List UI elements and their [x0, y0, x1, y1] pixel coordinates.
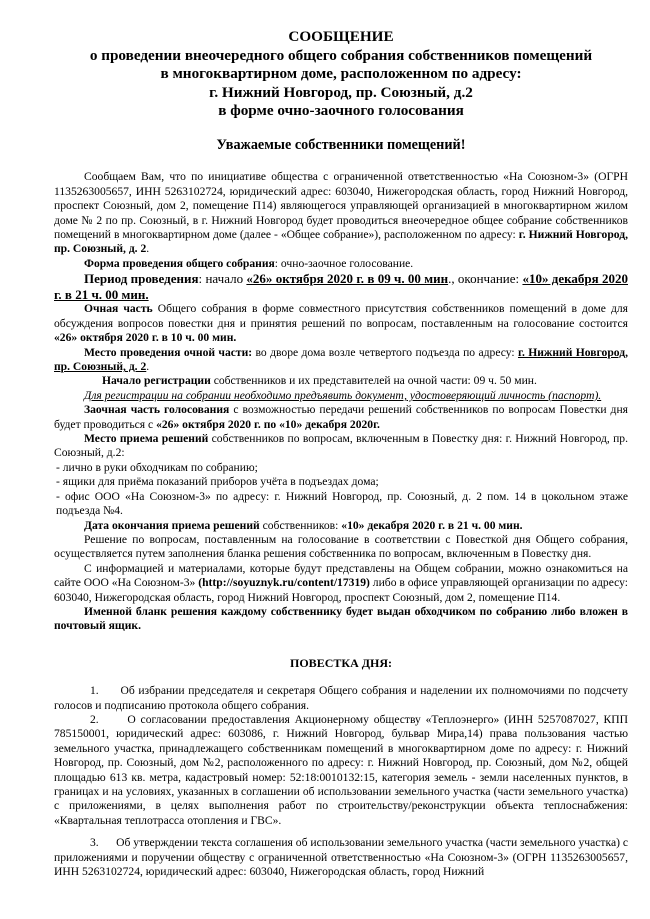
registration-note: Для регистрации на собрании необходимо предъявить документ, удостоверяющий личность (паспорт). — [84, 388, 602, 402]
reception-paragraph: Место приема решений собственников по вопросам, включенным в Повестку дня: г. Нижний Новгород, пр. Союзный, д.2: — [54, 432, 628, 460]
zaochnaya-paragraph: Заочная часть голосования с возможностью передачи решений собственников по вопросам Повестки дня будет проводиться с «26» октября 2020 г. по «10» декабря 2020г. — [54, 403, 628, 431]
intro-address: г. Нижний Новгород, пр. Союзный, д. 2 — [54, 228, 629, 256]
document-title: СООБЩЕНИЕ — [288, 28, 394, 45]
title-line-3: г. Нижний Новгород, пр. Союзный, д.2 — [209, 83, 473, 101]
title-line-4: в форме очно-заочного голосования — [218, 102, 464, 120]
greeting: Уважаемые собственники помещений! — [216, 136, 466, 153]
reception-item-2: - ящики для приёма показаний приборов учёта в подъездах дома; — [56, 475, 379, 489]
registration-paragraph: Начало регистрации собственников и их представителей на очной части: 09 ч. 50 мин. — [102, 374, 537, 388]
intro-paragraph: Сообщаем Вам, что по инициативе общества с ограниченной ответственностью «На Союзном-3» (ОГРН 1135263005657, ИНН 5263102724, юридический адрес: 603040, Нижегородская область, город Нижний Новгород, проспект Союзный, дом 2, помещение П14) являющегося управляющей организацией в многоквартирном жилом доме № 2 по пр. Союзный, в г. Нижний Новгород будет проводиться внеочередное общее собрание собственников помещений в многоквартирном доме (далее - «Общее собрание»), расположенном по адресу: г. Нижний Новгород, пр. Союзный, д. 2. — [54, 170, 629, 256]
place-address: г. Нижний Новгород, пр. Союзный, д. 2 — [54, 345, 628, 374]
agenda-item-3: 3. Об утверждении текста соглашения об использовании земельного участка (части земельного участка) с приложениями и поручении обществу с ограниченной ответственностью «На Союзном-3» (ОГРН 1135263005657, ИНН 5263102724, юридический адрес: 603040, Нижегородская область, город Нижний — [54, 836, 631, 879]
deadline-paragraph: Дата окончания приема решений собственников: «10» декабря 2020 г. в 21 ч. 00 мин. — [84, 518, 523, 532]
agenda-title: ПОВЕСТКА ДНЯ: — [290, 655, 392, 670]
blank-notice: Именной бланк решения каждому собственнику будет выдан обходчиком по собранию либо вложен в почтовый ящик. — [54, 604, 628, 633]
place-paragraph: Место проведения очной части: во дворе дома возле четвертого подъезда по адресу: г. Нижний Новгород, пр. Союзный, д. 2. — [54, 345, 628, 374]
reception-item-3: - офис ООО «На Союзном-3» по адресу: г. Нижний Новгород, пр. Союзный, д. 2 пом. 14 в цокольном этаже подъезда №4. — [56, 489, 628, 518]
period-start: «26» октября 2020 г. в 09 ч. 00 мин — [246, 271, 449, 287]
form-paragraph: Форма проведения общего собрания: очно-заочное голосование. — [84, 256, 414, 270]
reception-item-1: - лично в руки обходчикам по собранию; — [56, 460, 258, 474]
title-line-1: о проведении внеочередного общего собрания собственников помещений — [89, 46, 593, 64]
title-line-2: в многоквартирном доме, расположенном по адресу: — [160, 65, 522, 83]
info-paragraph: С информацией и материалами, которые будут представлены на Общем собрании, можно ознакомиться на сайте ООО «На Союзном-3» (http://soyuznyk.ru/content/17319) либо в офисе управляющей организации по адресу: 603040, Нижегородская область, город Нижний Новгород, проспект Союзный, дом 2, помещение П14. — [54, 561, 629, 604]
decisions-paragraph: Решение по вопросам, поставленным на голосование в соответствии с Повесткой дня Общего собрания, осуществляется путем заполнения бланка решения собственника по вопросам, включенным в Повестку дня. — [54, 532, 628, 561]
agenda-item-2: 2. О согласовании предоставления Акционерному обществу «Теплоэнерго» (ИНН 5257087027, КПП 785150001, юридический адрес: 603086, г. Нижний Новгород, бульвар Мира,14) права пользования частью земельного участка, принадлежащего собственникам помещений в многоквартирном доме по адресу: г. Нижний Новгород, пр. Союзный, дом №2, расположенного по адресу: г. Нижний Новгород, пр. Союзный, дом №2, общей площадью 613 кв. метра, кадастровый номер: 52:18:0010132:15, категория земель - земли населенных пунктов, в границах и на условиях, указанных в соглашении об использовании земельного участка (части земельного участка) с приложениями, в целях выполнения работ по строительству/реконструкции объекта теплоснабжения: «Квартальная теплотрасса отопления и ГВС». — [54, 712, 631, 827]
agenda-item-1: 1. Об избрании председателя и секретаря Общего собрания и наделении их полномочиями по подсчету голосов и подписанию протокола общего собрания. — [54, 684, 631, 712]
period-paragraph: Период проведения: начало «26» октября 2020 г. в 09 ч. 00 мин., окончание: «10» декабря 2020 г. в 21 ч. 00 мин. — [54, 271, 628, 302]
period-end: «10» декабря 2020 г. в 21 ч. 00 мин. — [54, 271, 628, 302]
notice-document — [54, 28, 631, 879]
info-link: (http://soyuznyk.ru/content/17319) — [198, 576, 370, 590]
ochnaya-paragraph: Очная часть Общего собрания в форме совместного присутствия собственников помещений в доме для обсуждения вопросов повестки дня и принятия решений по вопросам, поставленным на голосование состоится «26» октября 2020 г. в 10 ч. 00 мин. — [54, 302, 629, 345]
